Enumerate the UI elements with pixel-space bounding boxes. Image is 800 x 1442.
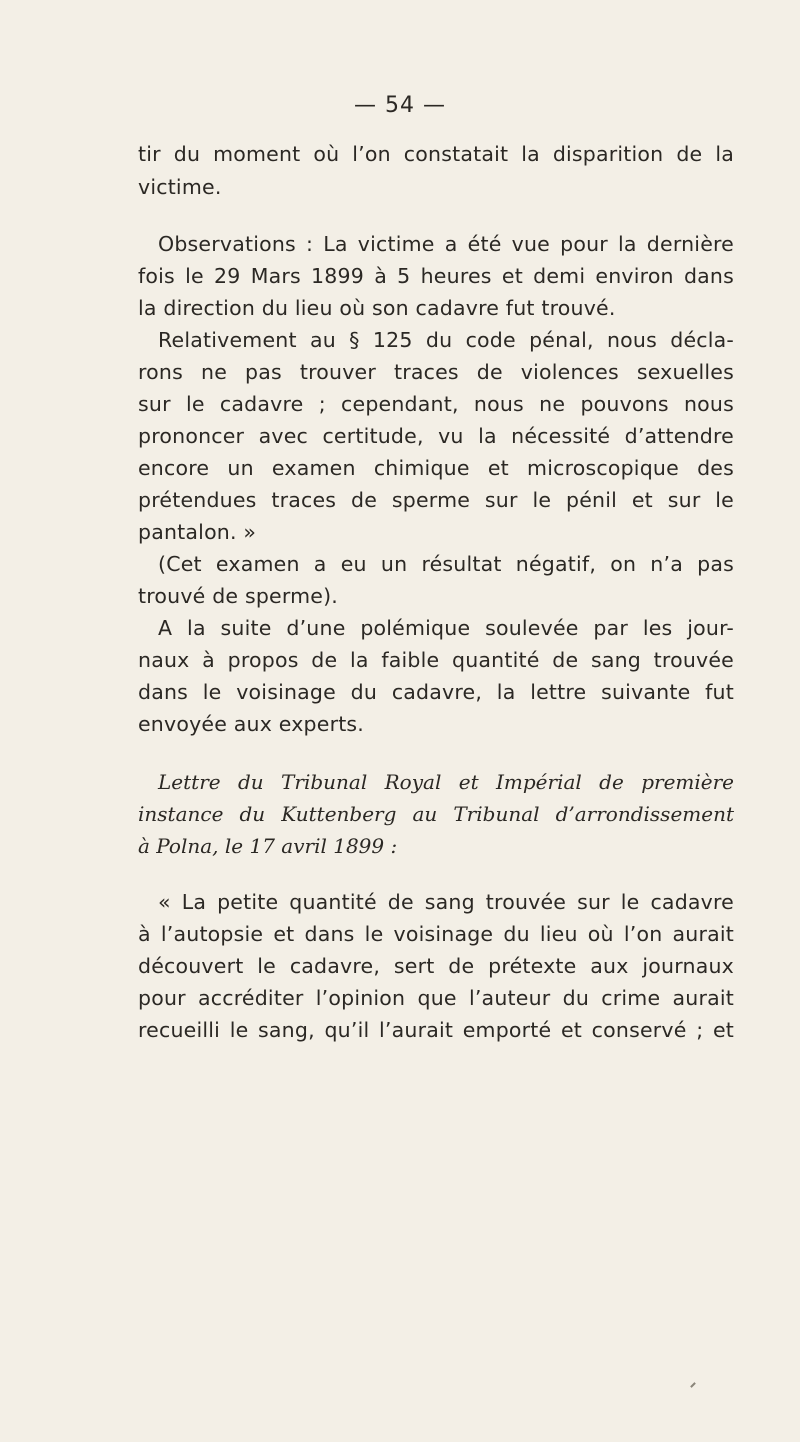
text-line: fois le 29 Mars 1899 à 5 heures et demi environ dans xyxy=(138,264,734,288)
letter-heading-line: instance du Kuttenberg au Tribunal d’arrondissement xyxy=(138,802,734,826)
text-line: victime. xyxy=(138,175,222,199)
quote-line: découvert le cadavre, sert de prétexte aux journaux xyxy=(138,954,734,978)
text-line: prononcer avec certitude, vu la nécessité d’attendre xyxy=(138,424,734,448)
quote-line: à l’autopsie et dans le voisinage du lieu où l’on aurait xyxy=(138,922,734,946)
text-line: sur le cadavre ; cependant, nous ne pouvons nous xyxy=(138,392,734,416)
text-line: trouvé de sperme). xyxy=(138,584,339,608)
text-line: envoyée aux experts. xyxy=(138,712,365,736)
text-line: (Cet examen a eu un résultat négatif, on n’a pas xyxy=(158,552,734,576)
text-line: tir du moment où l’on constatait la disparition de la xyxy=(138,142,734,166)
ink-mark xyxy=(690,1382,696,1388)
text-line: la direction du lieu où son cadavre fut trouvé. xyxy=(138,296,616,320)
text-line: prétendues traces de sperme sur le pénil et sur le xyxy=(138,488,734,512)
page-number: — 54 — xyxy=(354,93,446,118)
text-line: naux à propos de la faible quantité de sang trouvée xyxy=(138,648,734,672)
text-line: rons ne pas trouver traces de violences sexuelles xyxy=(138,360,734,384)
text-line: encore un examen chimique et microscopique des xyxy=(138,456,734,480)
letter-heading-line: à Polna, le 17 avril 1899 : xyxy=(138,834,398,858)
quote-line: recueilli le sang, qu’il l’aurait emporté et conservé ; et xyxy=(138,1018,734,1042)
text-line: dans le voisinage du cadavre, la lettre suivante fut xyxy=(138,680,734,704)
text-line: A la suite d’une polémique soulevée par les jour- xyxy=(158,616,734,640)
text-line: pantalon. » xyxy=(138,520,257,544)
letter-heading-line: Lettre du Tribunal Royal et Impérial de première xyxy=(158,770,734,794)
quote-line: « La petite quantité de sang trouvée sur le cadavre xyxy=(158,890,734,914)
text-line: Relativement au § 125 du code pénal, nous décla- xyxy=(158,328,734,352)
quote-line: pour accréditer l’opinion que l’auteur du crime aurait xyxy=(138,986,734,1010)
observations-line: Observations : La victime a été vue pour la dernière xyxy=(158,232,734,256)
